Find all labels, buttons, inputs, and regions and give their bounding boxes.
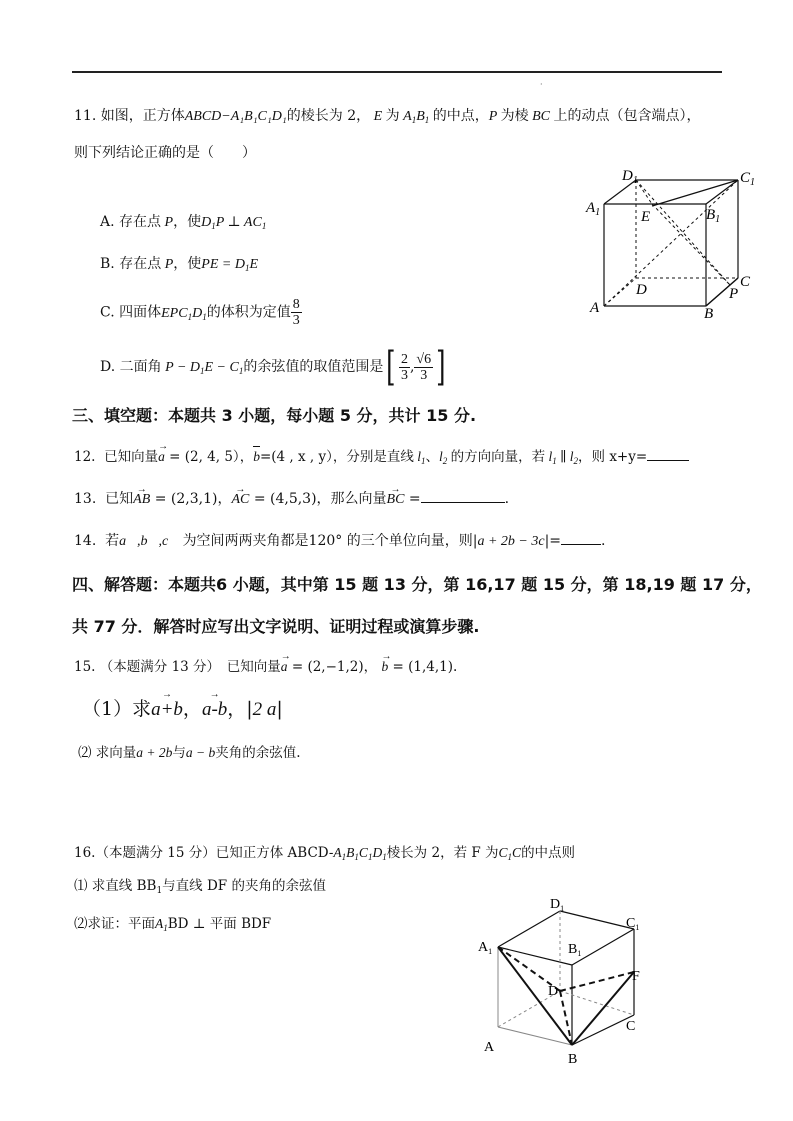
q15-part2: ⑵ 求向量a + 2b与a − b夹角的余弦值. xyxy=(78,745,301,761)
label-c1-fig2: $C_1$ xyxy=(626,916,640,932)
label-d-fig2: D xyxy=(548,984,559,999)
q11-option-c[interactable]: C. 四面体$EPC_1D_1$的体积为定值 $\frac{8}{3}$ xyxy=(100,297,300,328)
q11-stem-line1: 11. 如图，正方体ABCD−A₁B₁C₁D₁的棱长为 2， E 为 $A_1B_1$ 的中点，P 为棱 BC 上的动点（包含端点）， xyxy=(74,108,701,125)
top-rule xyxy=(72,71,722,73)
q16-part2: ⑵求证：平面$A_1BD$ ⊥ 平面 BDF xyxy=(74,916,272,933)
cube-figure-q11 xyxy=(580,160,770,325)
q11-stem-line2: 则下列结论正确的是（ ） xyxy=(74,145,256,161)
label-a1: $A_1$ xyxy=(586,200,601,218)
q11-option-b[interactable]: B. 存在点 P，使PE = $D_1E$ xyxy=(100,256,258,273)
label-a: A xyxy=(590,300,600,316)
label-c-fig2: C xyxy=(626,1019,636,1034)
q13-line: 13. 已知→ AB = (2,3,1)，→ AC = (4,5,3)，那么向量→ BC = . xyxy=(74,488,509,510)
fraction-8-3: $\frac{8}{3}$ xyxy=(292,297,300,328)
label-b1: $B_1$ xyxy=(706,207,721,225)
q15-part1: （1）求→ a+b，→ a-b，|2 a| xyxy=(82,694,283,721)
q12-line: 12. 已知向量→ a = (2, 4, 5），b=(4 , x , y），分别是直线 $l_1$、$l_2$ 的方向向量，若 $l_1$ ∥ $l_2$，则 x+y= xyxy=(74,446,689,467)
label-c: C xyxy=(740,274,751,290)
q14-answer-blank[interactable] xyxy=(561,530,601,545)
label-f-fig2: F xyxy=(632,969,640,984)
label-c1: $C_1$ xyxy=(740,170,756,188)
label-p: P xyxy=(729,286,739,302)
q16-stem: 16.（本题满分 15 分）已知正方体 ABCD-$A_1B_1C_1D_1$棱长为 2，若 F 为$C_1C$的中点则 xyxy=(74,845,576,862)
cube-figure-q16 xyxy=(474,895,664,1070)
label-b-fig2: B xyxy=(568,1052,578,1067)
label-b1-fig2: $B_1$ xyxy=(568,942,582,958)
section-4-heading-line2: 共 77 分．解答时应写出文字说明、证明过程或演算步骤. xyxy=(72,617,480,636)
label-a1-fig2: $A_1$ xyxy=(478,940,493,956)
label-d1-fig2: $D_1$ xyxy=(550,897,565,913)
q14-line: 14. 若a⃗,b⃗,c⃗ 为空间两两夹角都是120° 的三个单位向量，则|a + 2b − 3c|= . xyxy=(74,530,605,552)
section-4-heading-line1: 四、解答题：本题共6 小题，其中第 15 题 13 分，第 16,17 题 15 分，第 18,19 题 17 分， xyxy=(72,575,762,594)
q11-option-d[interactable]: D. 二面角 $P - D_1E - C_1$的余弦值的取值范围是[ $\frac{2}{3}$ , $\frac{√6}{3}$ ] xyxy=(100,344,446,390)
q13-answer-blank[interactable] xyxy=(421,488,505,503)
label-e: E xyxy=(641,209,651,225)
q11-option-a[interactable]: A. 存在点 P，使$D_1P$ ⊥ $AC_1$ xyxy=(100,214,267,231)
q15-stem: 15. （本题满分 13 分） 已知向量→ a = (2,−1,2)， → b = (1,4,1). xyxy=(74,657,457,677)
section-3-heading: 三、填空题：本题共 3 小题，每小题 5 分，共计 15 分. xyxy=(72,406,477,425)
label-a-fig2: A xyxy=(484,1040,495,1055)
label-d1: $D_1$ xyxy=(622,168,638,186)
q16-part1: ⑴ 求直线 $BB_1$与直线 DF 的夹角的余弦值 xyxy=(74,878,326,896)
q12-answer-blank[interactable] xyxy=(647,446,689,461)
label-d: D xyxy=(636,282,647,298)
page-dot: · xyxy=(540,80,543,89)
label-b: B xyxy=(704,306,714,322)
